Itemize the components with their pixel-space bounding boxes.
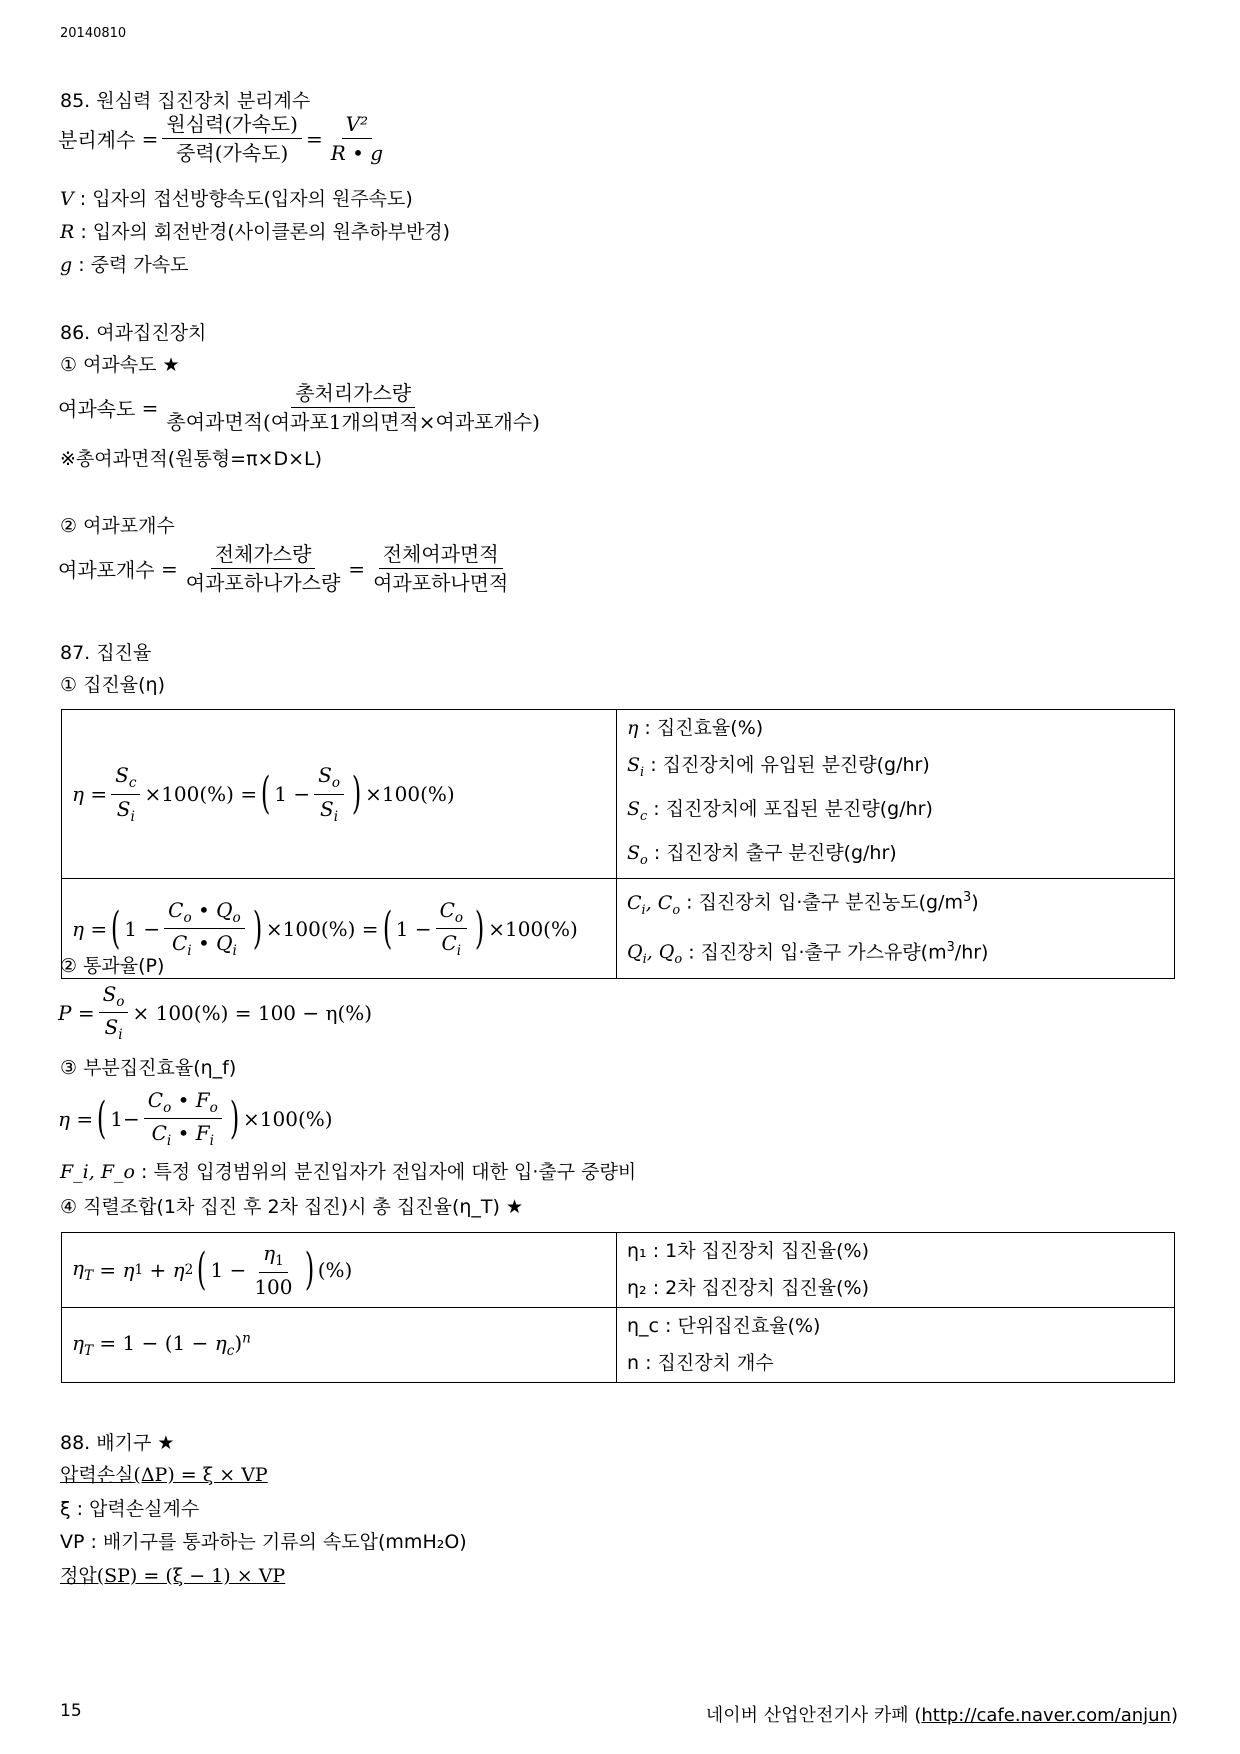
series-efficiency-table	[61, 1232, 1175, 1383]
section-88-title: 88. 배기구 ★	[60, 1432, 175, 1454]
footer-link[interactable]: http://cafe.naver.com/anjun	[921, 1705, 1171, 1726]
def-r-symbol: R	[60, 221, 75, 243]
t2-row1-legend-cell	[617, 1233, 1175, 1308]
collection-rate-table	[61, 709, 1175, 979]
def-f-symbol: F_i, F_o	[60, 1161, 135, 1183]
def-g-desc: : 중력 가속도	[78, 254, 189, 276]
t2-row2-legend-cell	[617, 1308, 1175, 1383]
t2-legend-eta1: η₁ : 1차 집진장치 집진율(%)	[627, 1240, 870, 1262]
pass-rate-rhs: × 100(%) = 100 − η(%)	[132, 1000, 373, 1025]
partial-efficiency-formula: η = ( 1− $\frac{C_o • F_o}{C_i • F_i}$ ) ×100(%)	[58, 1088, 333, 1150]
section-87-title: 87. 집진율	[60, 642, 152, 664]
def-r-desc: : 입자의 회전반경(사이클론의 원추하부반경)	[80, 221, 451, 243]
t2-legend-etac: η_c : 단위집진효율(%)	[627, 1315, 821, 1337]
def-g-symbol: g	[60, 254, 73, 276]
def-g	[60, 250, 188, 277]
t1-legend-so: $S_o$ : 집진장치 출구 분진량(g/hr)	[627, 841, 897, 868]
sf-num2: V²	[342, 112, 372, 139]
t1-row1-formula: η = $\frac{S_c}{S_i}$ ×100(%) = ( 1 − $\frac{S_o}{S_i}$ ) ×100(%)	[72, 763, 455, 825]
t1-legend-c: $C_i$, $C_o$ : 집진장치 입·출구 분진농도$(g/m^3)$	[627, 890, 979, 918]
t2-row2-formula: $\eta_T = 1 - (1 - \eta_c)^n$	[72, 1330, 251, 1360]
filter-velocity-formula: 여과속도 = $\frac{\text{총처리가스량}}{\text{총여과면적(여과포1개의면적×여과포개수)}}$	[58, 381, 548, 434]
t2-legend-eta2: η₂ : 2차 집진장치 집진율(%)	[627, 1277, 870, 1299]
t1-row2-formula: η = ( 1 − $\frac{C_o • Q_o}{C_i • Q_i}$ ) ×100(%) = ( 1 − $\frac{C_o}{C_i}$ ) ×100(%)	[72, 897, 578, 960]
fc-lhs: 여과포개수	[58, 558, 155, 582]
def-v-desc: : 입자의 접선방향속도(입자의 원주속도)	[79, 188, 413, 210]
filter-count-formula: 여과포개수 = $\frac{\text{전체가스량}}{\text{여과포하나가스량}}$ = $\frac{\text{전체여과면적}}{\text{여과포하나면적}}$	[58, 542, 516, 595]
sf-den2: R • g	[330, 141, 384, 165]
footer-cafe-text: 네이버 산업안전기사 카페	[705, 1705, 909, 1726]
fv-den: 총여과면적(여과포1개의면적×여과포개수)	[166, 410, 540, 434]
total-filter-area-note: ※총여과면적(원통형=π×D×L)	[60, 448, 322, 470]
section-86-title: 86. 여과집진장치	[60, 322, 207, 344]
sf-den1: 중력(가속도)	[176, 141, 289, 165]
t1-legend-q: $Q_i$, $Q_o$ : 집진장치 입·출구 가스유량$(m^3/hr)$	[627, 939, 989, 967]
t2-row2-formula-cell	[62, 1308, 617, 1383]
t1-legend-si: $S_i$ : 집진장치에 유입된 분진량(g/hr)	[627, 754, 930, 780]
pass-rate-subtitle: ② 통과율(P)	[60, 955, 165, 977]
fc-num-b: 전체여과면적	[379, 542, 503, 569]
t1-row1-formula-cell	[62, 710, 617, 879]
t1-legend-eta: η : 집진효율(%)	[627, 717, 764, 739]
def-v-symbol: V	[60, 188, 74, 210]
velocity-pressure-def: VP : 배기구를 통과하는 기류의 속도압(mmH₂O)	[60, 1531, 467, 1553]
separation-factor-formula: 분리계수 = $\frac{\text{원심력(가속도)}}{\text{중력(가속도)}}$ = $\frac{\text{V²}}{R • g}$	[58, 112, 391, 165]
separation-factor-lhs: 분리계수	[58, 128, 136, 152]
t1-legend-sc: $S_c$ : 집진장치에 포집된 분진량(g/hr)	[627, 797, 933, 824]
filter-velocity-subtitle: ① 여과속도 ★	[60, 354, 180, 376]
def-r	[60, 217, 450, 244]
fc-den-b: 여과포하나면적	[373, 571, 509, 595]
def-v	[60, 184, 413, 211]
partial-efficiency-subtitle: ③ 부분집진효율(η_f)	[60, 1057, 237, 1079]
static-pressure-formula: 정압(SP) = (ξ − 1) × VP	[60, 1565, 286, 1587]
collection-rate-subtitle: ① 집진율(η)	[60, 674, 166, 696]
footer-credit: 네이버 산업안전기사 카페 (http://cafe.naver.com/anjun)	[705, 1705, 1178, 1726]
filter-count-subtitle: ② 여과포개수	[60, 515, 175, 537]
t1-row2-legend-cell	[617, 879, 1175, 978]
page-number: 15	[60, 1701, 82, 1721]
fv-num: 총처리가스량	[291, 381, 415, 408]
t2-legend-n: n : 집진장치 개수	[627, 1352, 774, 1374]
fc-den-a: 여과포하나가스량	[185, 571, 341, 595]
t1-row1-legend-cell	[617, 710, 1175, 879]
sf-num1: 원심력(가속도)	[162, 112, 302, 139]
pass-rate-formula: P = $\frac{S_o}{S_i}$ × 100(%) = 100 − η(%)	[58, 982, 373, 1044]
series-efficiency-subtitle: ④ 직렬조합(1차 집진 후 2차 집진)시 총 집진율(η_T) ★	[60, 1196, 524, 1218]
fc-num-a: 전체가스량	[211, 542, 316, 569]
header-date: 20140810	[60, 26, 127, 41]
t2-row1-formula-cell	[62, 1233, 617, 1308]
def-f	[60, 1157, 636, 1184]
section-85-title: 85. 원심력 집진장치 분리계수	[60, 90, 311, 112]
pressure-loss-formula: 압력손실(ΔP) = ξ × VP	[60, 1464, 268, 1486]
def-f-desc: : 특정 입경범위의 분진입자가 전입자에 대한 입·출구 중량비	[141, 1161, 637, 1183]
fv-lhs: 여과속도	[58, 397, 136, 421]
pressure-loss-coef-def: ξ : 압력손실계수	[60, 1498, 200, 1520]
t2-row1-formula: $\eta_T$ = η 1 + η 2 ( 1 − $\frac{\eta_1}{100}$ ) (%)	[72, 1241, 353, 1299]
